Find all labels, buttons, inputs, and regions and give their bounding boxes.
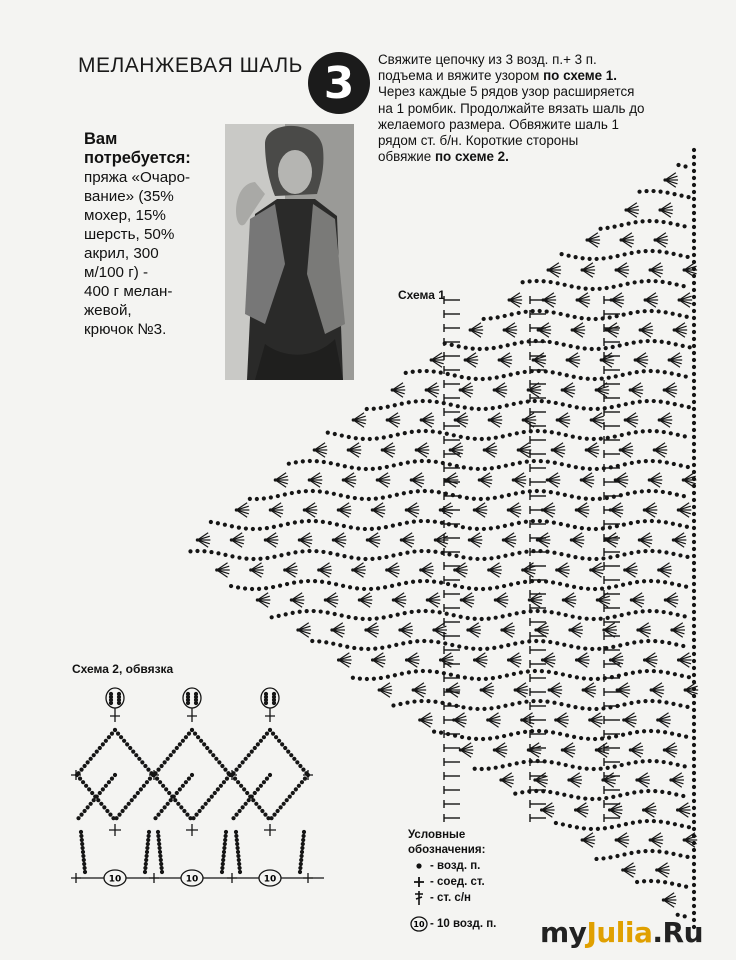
double-crochet-icon [408, 890, 430, 906]
materials-line: 400 г мелан- [84, 283, 173, 300]
instruction-line: желаемого размера. Обвяжите шаль 1 [378, 116, 619, 132]
instruction-line: Через каждые 5 рядов узор расширяется [378, 84, 635, 100]
page-title: МЕЛАНЖЕВАЯ ШАЛЬ [78, 54, 303, 77]
svg-text:10: 10 [413, 920, 425, 929]
scheme2-label: Схема 2, обвязка [72, 662, 174, 676]
legend-item: 10 - 10 возд. п. [408, 916, 538, 932]
instruction-line: на 1 ромбик. Продолжайте вязать шаль до [378, 100, 645, 116]
circle-ten-icon [408, 916, 430, 932]
instruction-line: рядом ст. б/н. Короткие стороны [378, 133, 579, 149]
materials-line: мохер, 15% [84, 207, 166, 224]
materials-line: акрил, 300 [84, 245, 159, 262]
scheme1-label: Схема 1 [398, 288, 445, 302]
legend-item: - соед. ст. [408, 874, 538, 890]
materials-line: шерсть, 50% [84, 226, 175, 243]
site-watermark: myJulia.Ru [540, 916, 704, 949]
legend-item: - возд. п. [408, 858, 538, 874]
top-loop [183, 688, 201, 708]
materials-line: жевой, [84, 302, 132, 319]
materials-line: вание» (35% [84, 188, 174, 205]
legend-title: обозначения: [408, 844, 486, 856]
materials-line: пряжа «Очаро- [84, 169, 191, 186]
pattern-number-badge: 3 [308, 52, 370, 114]
chain-ten-label: 10 [108, 874, 122, 885]
materials-line: крючок №3. [84, 321, 167, 338]
legend [408, 828, 538, 932]
instruction-line: Свяжите цепочку из 3 возд. п.+ 3 п. [378, 52, 597, 67]
instruction-line: подъема и вяжите узором по схеме 1. [378, 68, 617, 84]
instruction-line: обвяжие по схеме 2. [378, 149, 509, 165]
materials-line: м/100 г) - [84, 264, 149, 281]
chain-ten-label: 10 [185, 874, 199, 885]
top-loop [106, 688, 124, 708]
top-loop [261, 688, 279, 708]
legend-title: Условные [408, 829, 466, 841]
materials-heading: Вам [84, 130, 118, 148]
chain-dot-icon [408, 861, 430, 871]
slip-stitch-icon [408, 876, 430, 888]
chain-ten-label: 10 [263, 874, 277, 885]
materials-heading: потребуется: [84, 149, 191, 167]
legend-item: - ст. с/н [408, 890, 538, 906]
